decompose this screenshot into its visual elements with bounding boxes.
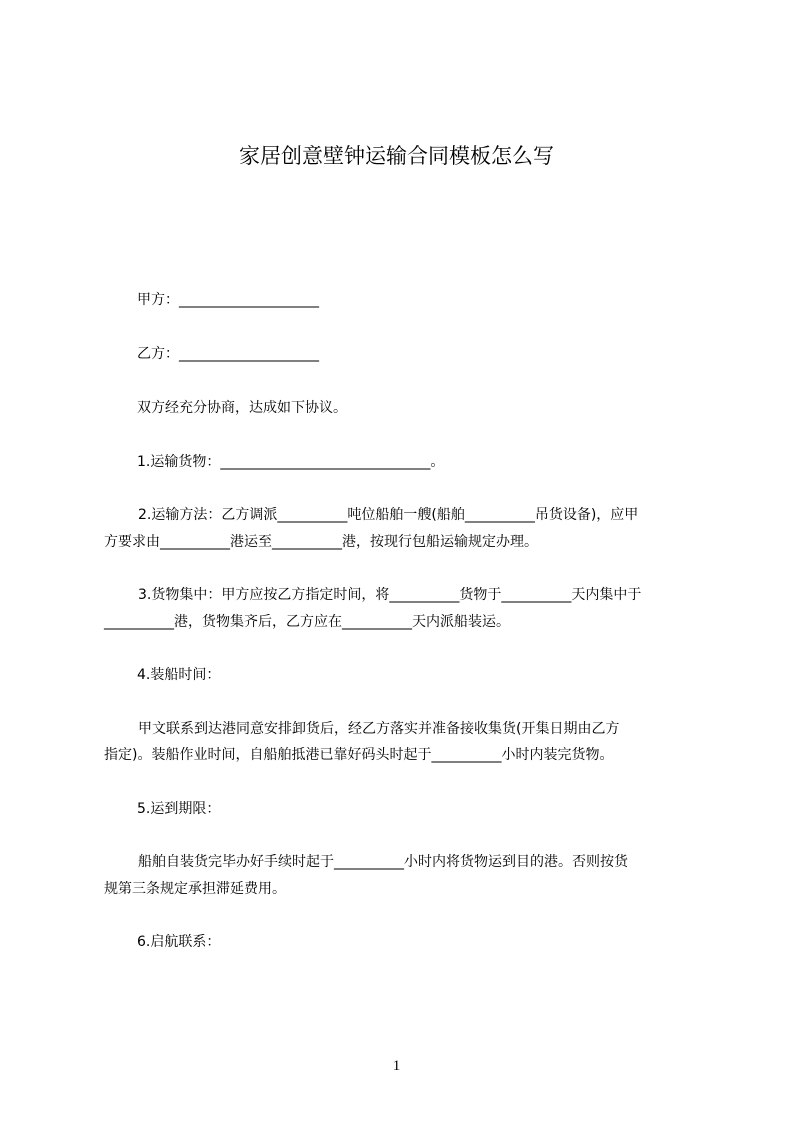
clause-3-line-2: __________港，货物集齐后，乙方应在__________天内派船装运。 [104, 614, 510, 630]
party-b-line: 乙方：____________________ [137, 346, 319, 362]
clause-4-line-1: 甲文联系到达港同意安排卸货后，经乙方落实并准备接收集货(开集日期由乙方 [138, 721, 620, 737]
clause-1: 1.运输货物：______________________________。 [137, 454, 445, 470]
clause-6-heading: 6.启航联系： [137, 934, 221, 950]
document-title: 家居创意壁钟运输合同模板怎么写 [239, 144, 554, 168]
clause-2-line-1: 2.运输方法：乙方调派__________吨位船舶一艘(船舶__________吊货设备)，应甲 [138, 507, 639, 523]
clause-5-line-1: 船舶自装货完毕办好手续时起于__________小时内将货物运到目的港。否则按货 [138, 854, 628, 870]
clause-4-heading: 4.装船时间： [137, 667, 221, 683]
intro-paragraph: 双方经充分协商，达成如下协议。 [137, 400, 347, 416]
page-number: 1 [392, 1058, 401, 1074]
clause-2-line-2: 方要求由__________港运至__________港，按现行包船运输规定办理。 [104, 534, 538, 550]
clause-5-heading: 5.运到期限： [137, 801, 221, 817]
party-a-line: 甲方：____________________ [137, 292, 319, 308]
clause-5-line-2: 规第三条规定承担滞延费用。 [104, 881, 286, 897]
clause-3-line-1: 3.货物集中：甲方应按乙方指定时间，将__________货物于__________天内集中于 [138, 587, 642, 603]
clause-4-line-2: 指定)。装船作业时间，自船舶抵港已靠好码头时起于__________小时内装完货物。 [104, 747, 614, 763]
